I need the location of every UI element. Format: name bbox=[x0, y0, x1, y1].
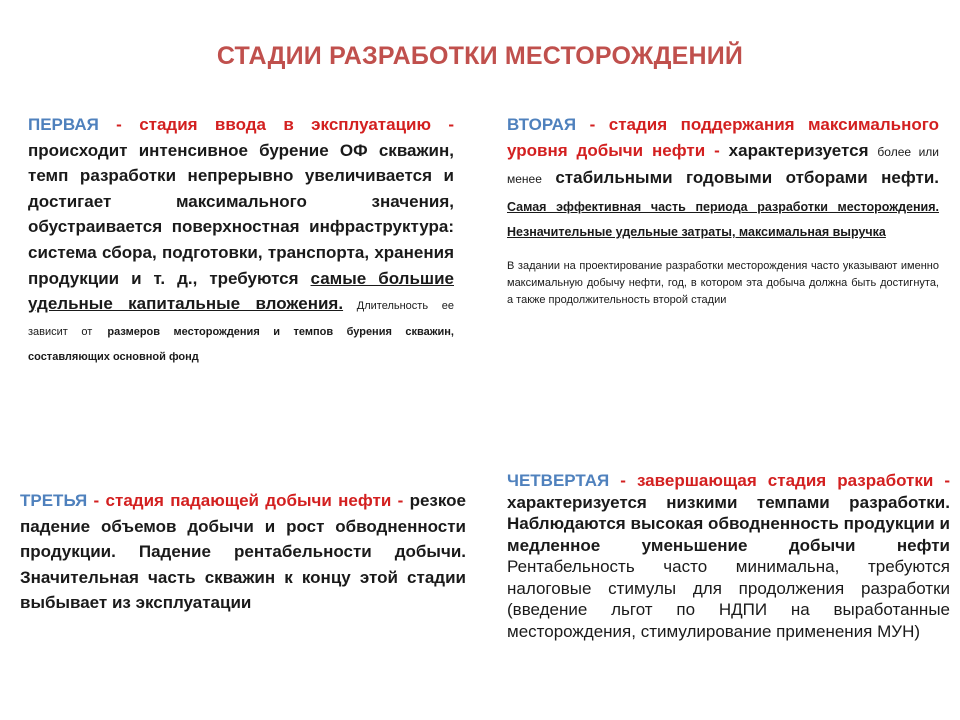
stage-second-name: ВТОРАЯ bbox=[507, 115, 577, 134]
stage-first-block bbox=[28, 112, 454, 368]
stage-third-body: резкое падение объемов добычи и рост обводненности продукции. Падение рентабельности добычи. Значительная часть скважин к концу этой стадии выбывает из эксплуатации bbox=[20, 491, 466, 613]
stage-second-body-2: стабильными годовыми отборами нефти. bbox=[541, 168, 939, 188]
stage-first-tail-bold: размеров месторождения и темпов бурения скважин, составляющих основной фонд bbox=[28, 325, 454, 364]
stage-second-heading: стадия поддержания максимального уровня добычи нефти - bbox=[507, 115, 939, 160]
stage-fourth-block bbox=[507, 470, 950, 642]
stage-first-dash: - bbox=[98, 115, 140, 134]
stage-first-heading: стадия ввода в эксплуатацию - bbox=[139, 115, 455, 134]
stage-fourth-name: ЧЕТВЕРТАЯ bbox=[507, 471, 610, 490]
stage-first-tail-normal: Длительность ее зависит от bbox=[28, 300, 454, 338]
stage-third-dash: - bbox=[87, 491, 106, 510]
stage-second-block bbox=[507, 112, 939, 244]
stage-third-name: ТРЕТЬЯ bbox=[20, 491, 88, 510]
page-title: СТАДИИ РАЗРАБОТКИ МЕСТОРОЖДЕНИЙ bbox=[216, 42, 744, 70]
stage-fourth-body: характеризуется низкими темпами разработки. Наблюдаются высокая обводненность продукции и медленное уменьшение добычи нефти bbox=[507, 492, 950, 555]
stage-second-underlined: Самая эффективная часть периода разработки месторождения. Незначительные удельные затраты, максимальная выручка bbox=[507, 199, 939, 240]
stage-second-note: В задании на проектирование разработки месторождения часто указывают именно максимальную добычу нефти, год, в котором эта добыча должна быть достигнута, а также продолжительность второй стадии bbox=[507, 260, 939, 307]
stage-third-block bbox=[20, 488, 466, 616]
stage-fourth-dash: - bbox=[609, 471, 637, 490]
stage-first-name: ПЕРВАЯ bbox=[28, 115, 99, 134]
stage-third-heading: стадия падающей добычи нефти - bbox=[105, 491, 404, 510]
stage-second-body-normal: более или менее bbox=[507, 144, 939, 187]
stage-first-body: происходит интенсивное бурение ОФ скважин, темп разработки непрерывно увеличивается и достигает максимального значения, обустраивается поверхностная инфраструктура: система сбора, подготовки, транспорта, хранения продукции и т. д., требуются bbox=[28, 140, 454, 288]
stage-second-body-1: характеризуется bbox=[728, 140, 878, 160]
stage-fourth-heading: завершающая стадия разработки - bbox=[636, 471, 951, 490]
stage-first-emphasis: самые большие удельные капитальные вложения. bbox=[28, 268, 454, 314]
stage-fourth-tail: Рентабельность часто минимальна, требуются налоговые стимулы для продолжения разработки (введение льгот по НДПИ на выработанные месторождения, стимулирование применения МУН) bbox=[507, 557, 950, 641]
stage-second-dash: - bbox=[576, 115, 609, 134]
